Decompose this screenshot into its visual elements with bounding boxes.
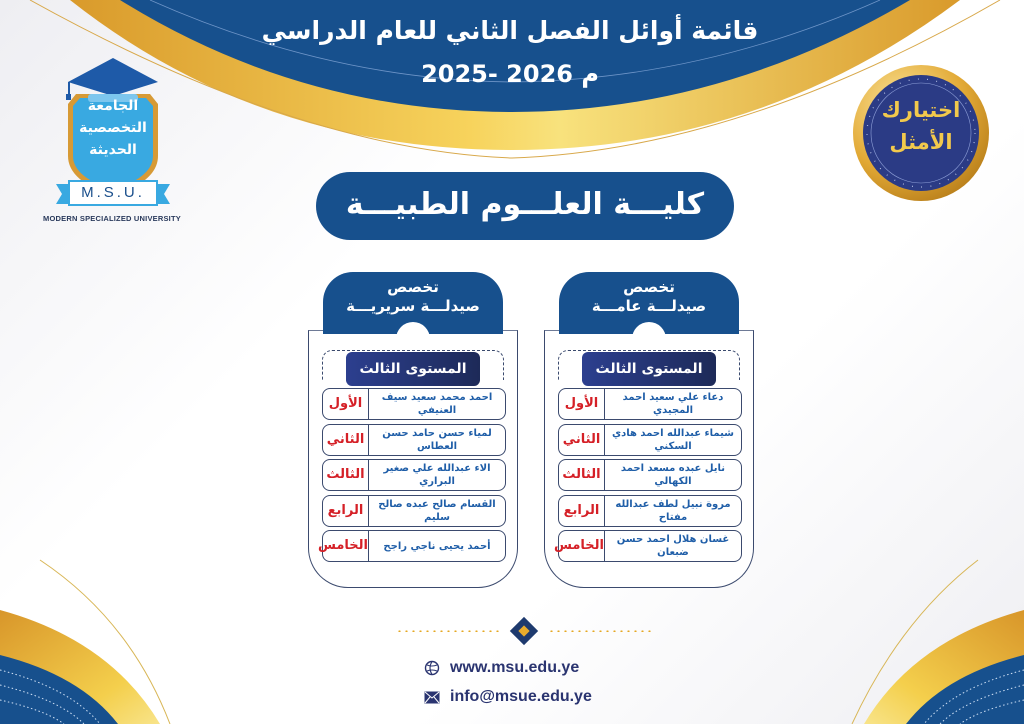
table-row bbox=[558, 424, 742, 456]
rank-label: الأول bbox=[323, 389, 369, 419]
table-row bbox=[322, 388, 506, 420]
rank-label: الرابع bbox=[323, 496, 369, 526]
rank-list bbox=[553, 388, 742, 566]
email-link[interactable] bbox=[424, 686, 592, 708]
student-name: مروة نبيل لطف عبدالله مفتاح bbox=[615, 498, 731, 523]
website-url[interactable]: www.msu.edu.ye bbox=[450, 659, 580, 676]
email-address[interactable]: info@msue.edu.ye bbox=[450, 688, 592, 705]
table-row bbox=[322, 459, 506, 491]
page-title: قائمة أوائل الفصل الثاني للعام الدراسي bbox=[261, 16, 759, 45]
college-name: كليـــة العلـــوم الطبيـــة bbox=[316, 172, 734, 240]
table-row bbox=[322, 495, 506, 527]
specialty-name: صيدلـــة عامـــة bbox=[591, 297, 707, 315]
student-name: أحمد يحيى ناجي راجح bbox=[383, 540, 491, 552]
level-label: المستوى الثالث bbox=[582, 352, 716, 386]
rank-label: الثالث bbox=[323, 460, 369, 490]
logo-arabic-line3: الحديثة bbox=[89, 142, 137, 158]
rank-label: الثاني bbox=[323, 425, 369, 455]
specialty-label: تخصص bbox=[387, 278, 439, 296]
rank-list bbox=[317, 388, 506, 566]
specialty-column-general-pharmacy bbox=[544, 272, 754, 592]
student-name: لمياء حسن حامد حسن العطاس bbox=[382, 427, 492, 452]
footer-divider bbox=[396, 620, 656, 642]
logo-english-name: MODERN SPECIALIZED UNIVERSITY bbox=[43, 214, 181, 223]
student-name: احمد محمد سعيد سيف العنيفي bbox=[381, 392, 493, 416]
table-row bbox=[558, 388, 742, 420]
logo-arabic-line2: التخصصية bbox=[79, 120, 147, 136]
logo-arabic-line1: الجامعة bbox=[87, 98, 139, 114]
dotted-line-right bbox=[548, 630, 653, 632]
website-link[interactable] bbox=[424, 657, 579, 679]
specialty-column-clinical-pharmacy bbox=[308, 272, 518, 592]
student-name: غسان هلال احمد حسن ضبعان bbox=[616, 534, 730, 558]
table-row bbox=[558, 459, 742, 491]
best-choice-badge bbox=[852, 64, 990, 202]
rank-label: الخامس bbox=[323, 531, 369, 561]
university-logo bbox=[38, 56, 188, 226]
student-name: نايل عبده مسعد احمد الكهالي bbox=[620, 463, 726, 487]
globe-icon bbox=[424, 660, 440, 676]
student-name: شيماء عبدالله احمد هادي السكني bbox=[611, 427, 735, 452]
student-name: الاء عبدالله علي صغير البراري bbox=[383, 463, 491, 487]
level-label: المستوى الثالث bbox=[346, 352, 480, 386]
rank-label: الرابع bbox=[559, 496, 605, 526]
rank-label: الثاني bbox=[559, 425, 605, 455]
rank-label: الخامس bbox=[559, 531, 605, 561]
logo-abbreviation: M.S.U. bbox=[81, 184, 145, 201]
rank-label: الأول bbox=[559, 389, 605, 419]
specialty-name: صيدلـــة سريريـــة bbox=[346, 297, 480, 315]
badge-line2: الأمثل bbox=[889, 130, 953, 154]
student-name: القسام صالح عبده صالح سليم bbox=[378, 498, 496, 523]
table-row bbox=[317, 530, 506, 562]
specialty-label: تخصص bbox=[623, 278, 675, 296]
table-row bbox=[322, 424, 506, 456]
academic-year: 2025- 2026 م bbox=[421, 60, 599, 88]
badge-line1: اختيارك bbox=[881, 98, 961, 122]
table-row bbox=[558, 495, 742, 527]
table-row bbox=[553, 530, 742, 562]
dotted-line-left bbox=[396, 630, 501, 632]
envelope-icon bbox=[424, 691, 440, 704]
student-name: دعاء علي سعيد احمد المجيدي bbox=[622, 392, 724, 416]
rank-label: الثالث bbox=[559, 460, 605, 490]
